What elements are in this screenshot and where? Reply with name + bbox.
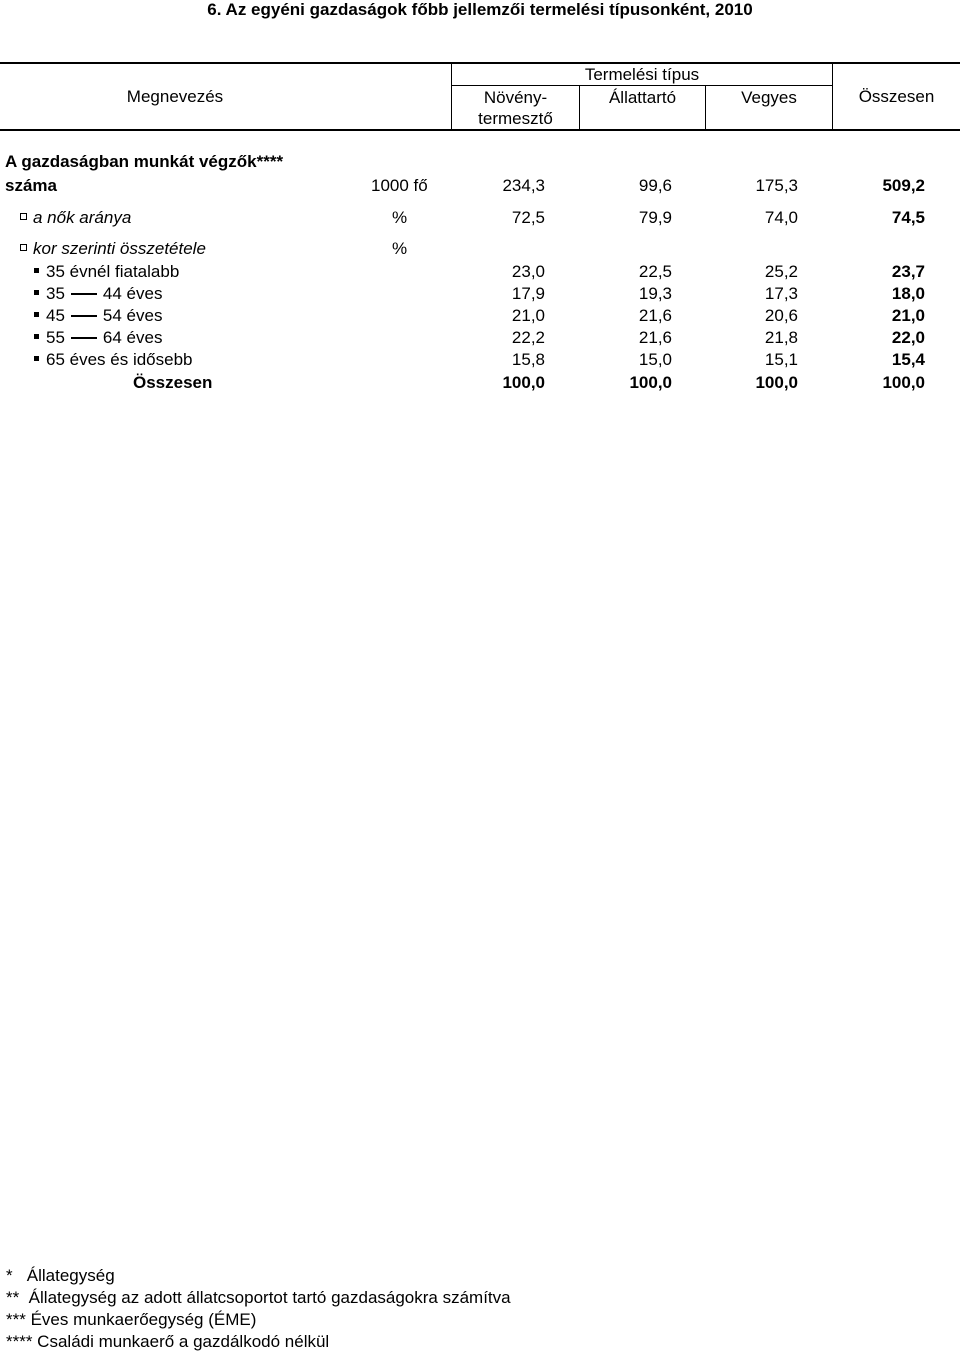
age-group-row bbox=[0, 305, 960, 327]
women-label: a nők aránya bbox=[33, 208, 132, 227]
footnote: ** Állategység az adott állatcsoportot tartó gazdaságokra számítva bbox=[6, 1288, 511, 1307]
range-dash bbox=[71, 293, 97, 295]
total-value-col1: 100,0 bbox=[502, 373, 545, 392]
age-group-label-from: 45 bbox=[46, 306, 65, 325]
age-label: kor szerinti összetétele bbox=[33, 239, 206, 258]
count-label: száma bbox=[5, 176, 57, 195]
section-heading-row bbox=[0, 151, 960, 173]
women-value-total: 74,5 bbox=[891, 208, 925, 227]
age-group-value-col1: 21,0 bbox=[511, 306, 545, 325]
header-col4: Összesen bbox=[858, 87, 935, 106]
solid-bullet-icon bbox=[34, 334, 39, 339]
age-unit: % bbox=[392, 239, 408, 258]
table-title: 6. Az egyéni gazdaságok főbb jellemzői termelési típusonként, 2010 bbox=[207, 0, 753, 19]
age-group-value-col3: 21,8 bbox=[764, 328, 798, 347]
age-group-value-total: 22,0 bbox=[891, 328, 925, 347]
age-row bbox=[0, 238, 960, 260]
age-group-value-col3: 17,3 bbox=[764, 284, 798, 303]
total-value-col2: 100,0 bbox=[629, 373, 672, 392]
age-group-label-wrap bbox=[34, 305, 162, 327]
age-group-row bbox=[0, 261, 960, 283]
count-value-col2: 99,6 bbox=[638, 176, 672, 195]
age-group-row bbox=[0, 327, 960, 349]
footnote: *** Éves munkaerőegység (ÉME) bbox=[6, 1310, 257, 1329]
hollow-bullet-icon bbox=[20, 213, 27, 220]
age-group-row bbox=[0, 283, 960, 305]
header-col1-line2: termesztő bbox=[478, 109, 553, 128]
header-col2: Állattartó bbox=[608, 88, 677, 107]
women-value-col3: 74,0 bbox=[764, 208, 798, 227]
age-group-value-col2: 21,6 bbox=[638, 306, 672, 325]
count-unit: 1000 fő bbox=[371, 176, 428, 195]
count-value-col1: 234,3 bbox=[502, 176, 545, 195]
age-group-label-to: 54 éves bbox=[102, 306, 163, 325]
count-value-total: 509,2 bbox=[882, 176, 925, 195]
age-group-value-col1: 17,9 bbox=[511, 284, 545, 303]
age-group-value-total: 15,4 bbox=[891, 350, 925, 369]
total-label: Összesen bbox=[133, 373, 213, 392]
age-group-value-col2: 19,3 bbox=[638, 284, 672, 303]
header-group-label: Termelési típus bbox=[584, 65, 700, 84]
age-group-value-total: 21,0 bbox=[891, 306, 925, 325]
age-group-value-col1: 15,8 bbox=[511, 350, 545, 369]
women-unit: % bbox=[392, 208, 408, 227]
range-dash bbox=[71, 337, 97, 339]
age-group-label-to: 44 éves bbox=[102, 284, 163, 303]
total-value-col3: 100,0 bbox=[755, 373, 798, 392]
age-group-value-col3: 20,6 bbox=[764, 306, 798, 325]
total-value-total: 100,0 bbox=[882, 373, 925, 392]
footnote: **** Családi munkaerő a gazdálkodó nélkül bbox=[6, 1332, 330, 1351]
age-group-label: 65 éves és idősebb bbox=[46, 350, 193, 369]
age-group-value-col2: 21,6 bbox=[638, 328, 672, 347]
header-col3: Vegyes bbox=[741, 88, 797, 107]
total-row bbox=[0, 372, 960, 394]
age-group-row bbox=[0, 349, 960, 371]
age-group-label-from: 35 bbox=[46, 284, 65, 303]
hollow-bullet-icon bbox=[20, 244, 27, 251]
header-bottom-rule bbox=[0, 129, 960, 131]
solid-bullet-icon bbox=[34, 356, 39, 361]
footnotes bbox=[6, 1265, 511, 1353]
age-group-value-col1: 23,0 bbox=[511, 262, 545, 281]
women-value-col2: 79,9 bbox=[638, 208, 672, 227]
age-group-label-wrap bbox=[34, 261, 179, 283]
age-group-value-total: 18,0 bbox=[891, 284, 925, 303]
group-underline bbox=[452, 85, 832, 86]
section-heading: A gazdaságban munkát végzők**** bbox=[5, 152, 284, 171]
age-group-label-from: 55 bbox=[46, 328, 65, 347]
count-row bbox=[0, 175, 960, 197]
solid-bullet-icon bbox=[34, 290, 39, 295]
women-row bbox=[0, 207, 960, 229]
age-group-value-total: 23,7 bbox=[891, 262, 925, 281]
header-megnevezes: Megnevezés bbox=[126, 87, 224, 106]
age-group-label-wrap bbox=[34, 327, 162, 349]
age-group-label-wrap bbox=[34, 349, 193, 371]
count-value-col3: 175,3 bbox=[755, 176, 798, 195]
age-group-value-col2: 22,5 bbox=[638, 262, 672, 281]
header-top-rule bbox=[0, 62, 960, 64]
range-dash bbox=[71, 315, 97, 317]
age-group-label-wrap bbox=[34, 283, 162, 305]
age-label-wrap bbox=[20, 238, 206, 260]
age-group-value-col3: 25,2 bbox=[764, 262, 798, 281]
women-value-col1: 72,5 bbox=[511, 208, 545, 227]
women-label-wrap bbox=[20, 207, 131, 229]
footnote: * Állategység bbox=[6, 1266, 115, 1285]
solid-bullet-icon bbox=[34, 268, 39, 273]
age-group-value-col3: 15,1 bbox=[764, 350, 798, 369]
age-group-value-col2: 15,0 bbox=[638, 350, 672, 369]
header-col1-line1: Növény- bbox=[483, 88, 548, 107]
age-group-label: 35 évnél fiatalabb bbox=[46, 262, 180, 281]
solid-bullet-icon bbox=[34, 312, 39, 317]
age-group-value-col1: 22,2 bbox=[511, 328, 545, 347]
age-group-label-to: 64 éves bbox=[102, 328, 163, 347]
